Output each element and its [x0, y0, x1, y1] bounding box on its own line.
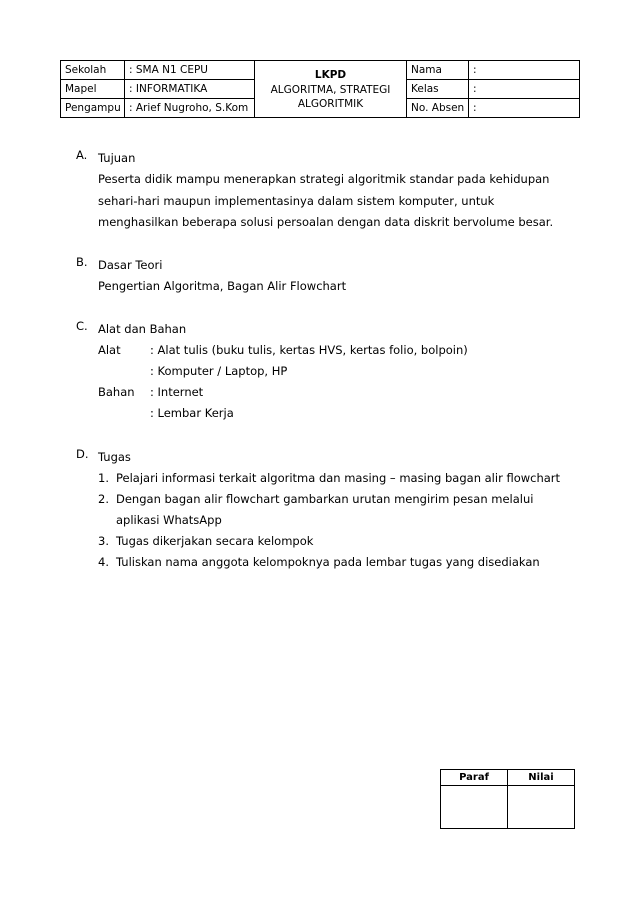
name-label: Nama	[407, 61, 469, 80]
list-item-number: 4.	[98, 555, 109, 569]
section-title: Alat dan Bahan	[98, 322, 187, 336]
doc-title-cell	[255, 61, 407, 118]
alat-row	[98, 340, 568, 361]
section-letter: D.	[76, 447, 89, 461]
list-item	[98, 531, 568, 552]
subject-label: Mapel	[61, 80, 125, 99]
bahan-row	[98, 382, 568, 403]
bahan-label: Bahan	[98, 385, 135, 399]
list-item-text: Tugas dikerjakan secara kelompok	[116, 534, 314, 548]
paraf-cell	[441, 786, 508, 829]
list-item-text: Tuliskan nama anggota kelompoknya pada lembar tugas yang disediakan	[116, 555, 540, 569]
section-letter: A.	[76, 148, 88, 162]
bahan-value-2: : Lembar Kerja	[150, 406, 234, 420]
school-label: Sekolah	[61, 61, 125, 80]
doc-type: LKPD	[314, 68, 347, 81]
list-item	[98, 552, 568, 573]
bahan-value-1: : Internet	[150, 385, 204, 399]
alat-row-2	[98, 361, 568, 382]
subject-value: : INFORMATIKA	[125, 80, 255, 99]
bahan-row-2	[98, 403, 568, 424]
school-value: : SMA N1 CEPU	[125, 61, 255, 80]
alat-value-1: : Alat tulis (buku tulis, kertas HVS, kertas folio, bolpoin)	[150, 343, 468, 357]
nilai-cell	[508, 786, 575, 829]
alat-label: Alat	[98, 343, 121, 357]
section-text: Pengertian Algoritma, Bagan Alir Flowchart	[98, 279, 347, 293]
paraf-header: Paraf	[441, 770, 508, 786]
section-letter: B.	[76, 255, 88, 269]
grade-table	[440, 769, 575, 829]
list-item-number: 1.	[98, 471, 109, 485]
alat-value-2: : Komputer / Laptop, HP	[150, 364, 288, 378]
list-item	[98, 489, 568, 531]
list-item-text: Dengan bagan alir flowchart gambarkan urutan mengirim pesan melalui aplikasi WhatsApp	[116, 492, 534, 527]
teacher-value: : Arief Nugroho, S.Kom	[125, 99, 255, 118]
doc-topic: ALGORITMA, STRATEGI ALGORITMIK	[270, 83, 391, 110]
section-letter: C.	[76, 319, 88, 333]
section-title: Dasar Teori	[98, 258, 163, 272]
teacher-label: Pengampu	[61, 99, 125, 118]
section-text: Peserta didik mampu menerapkan strategi algoritmik standar pada kehidupan sehari-hari maupun implementasinya dalam sistem komputer, untuk menghasilkan beberapa solusi persoalan dengan data diskrit bervolume besar.	[98, 172, 554, 229]
absen-value: :	[469, 99, 580, 118]
list-item-number: 3.	[98, 534, 109, 548]
list-item-number: 2.	[98, 492, 109, 506]
list-item	[98, 468, 568, 489]
name-value: :	[469, 61, 580, 80]
task-list	[98, 468, 568, 573]
header-table	[60, 60, 580, 118]
class-value: :	[469, 80, 580, 99]
section-title: Tugas	[98, 450, 131, 464]
absen-label: No. Absen	[407, 99, 469, 118]
class-label: Kelas	[407, 80, 469, 99]
list-item-text: Pelajari informasi terkait algoritma dan masing – masing bagan alir flowchart	[116, 471, 561, 485]
nilai-header: Nilai	[508, 770, 575, 786]
section-title: Tujuan	[98, 151, 136, 165]
